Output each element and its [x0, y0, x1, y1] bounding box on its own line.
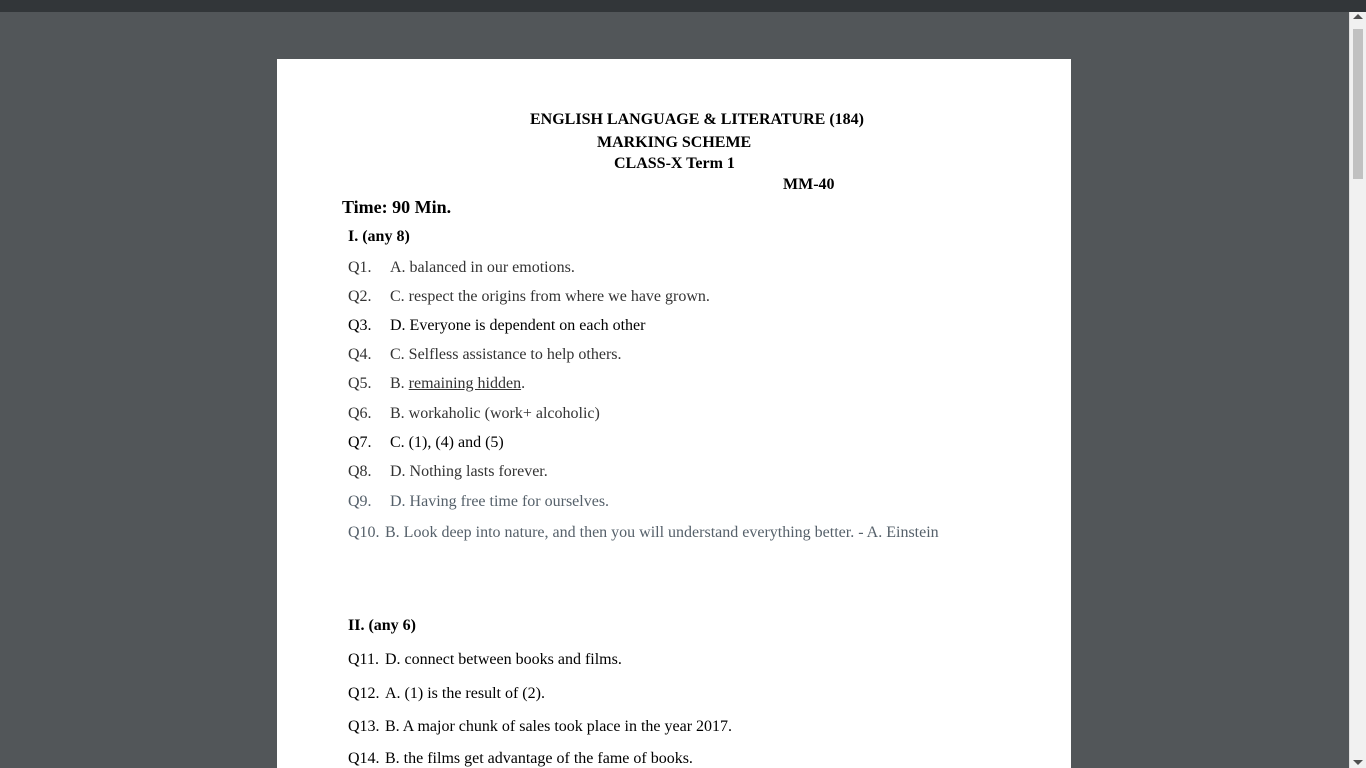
class-term: CLASS-X Term 1 — [614, 155, 735, 172]
document-title: ENGLISH LANGUAGE & LITERATURE (184) — [530, 111, 864, 128]
question-number: Q9. — [348, 493, 372, 510]
answer-text: D. Nothing lasts forever. — [390, 463, 548, 480]
list-item — [348, 651, 622, 669]
section-1-heading: I. (any 8) — [348, 228, 410, 245]
answer-text: D. connect between books and films. — [385, 651, 622, 668]
document-page — [277, 59, 1071, 768]
vertical-scrollbar[interactable] — [1349, 12, 1366, 768]
answer-text: D. Everyone is dependent on each other — [390, 317, 646, 334]
question-number: Q13. — [348, 718, 380, 735]
answer-prefix: B. — [390, 375, 409, 392]
question-number: Q4. — [348, 346, 372, 363]
viewer-toolbar — [0, 0, 1366, 12]
answer-text: B. A major chunk of sales took place in the year 2017. — [385, 718, 733, 735]
answer-text: A. balanced in our emotions. — [390, 259, 575, 276]
list-item — [348, 375, 525, 393]
answer-text — [390, 375, 525, 392]
section-2-heading: II. (any 6) — [348, 617, 417, 634]
answer-text: B. Look deep into nature, and then you will understand everything better. - A. Einstein — [385, 524, 939, 541]
answer-suffix: . — [521, 375, 526, 392]
question-number: Q14. — [348, 750, 380, 767]
list-item — [348, 434, 504, 452]
question-number: Q10. — [348, 524, 380, 541]
question-number: Q12. — [348, 685, 380, 702]
list-item — [348, 718, 732, 736]
answer-text: C. respect the origins from where we have grown. — [390, 288, 710, 305]
list-item — [348, 493, 609, 511]
question-number: Q1. — [348, 259, 372, 276]
question-number: Q6. — [348, 405, 372, 422]
list-item — [348, 524, 939, 542]
question-number: Q2. — [348, 288, 372, 305]
list-item — [348, 317, 645, 335]
scroll-down-arrow-icon[interactable] — [1353, 760, 1363, 765]
list-item — [348, 685, 545, 703]
document-subtitle: MARKING SCHEME — [597, 134, 752, 151]
list-item — [348, 405, 600, 423]
list-item — [348, 463, 548, 481]
time-label: Time: 90 Min. — [342, 197, 452, 217]
max-marks: MM-40 — [783, 176, 835, 193]
question-number: Q7. — [348, 434, 372, 451]
list-item — [348, 346, 622, 364]
scroll-up-arrow-icon[interactable] — [1353, 14, 1363, 19]
answer-underlined: remaining hidden — [408, 375, 522, 392]
answer-text: C. (1), (4) and (5) — [390, 434, 504, 451]
list-item — [348, 750, 693, 768]
question-number: Q11. — [348, 651, 379, 668]
list-item — [348, 259, 575, 277]
answer-text: A. (1) is the result of (2). — [385, 685, 545, 702]
question-number: Q5. — [348, 375, 372, 392]
list-item — [348, 288, 710, 306]
scrollbar-thumb[interactable] — [1353, 29, 1363, 179]
question-number: Q8. — [348, 463, 372, 480]
answer-text: D. Having free time for ourselves. — [390, 493, 610, 510]
question-number: Q3. — [348, 317, 372, 334]
answer-text: B. workaholic (work+ alcoholic) — [390, 405, 600, 422]
answer-text: B. the films get advantage of the fame of books. — [385, 750, 693, 767]
answer-text: C. Selfless assistance to help others. — [390, 346, 622, 363]
